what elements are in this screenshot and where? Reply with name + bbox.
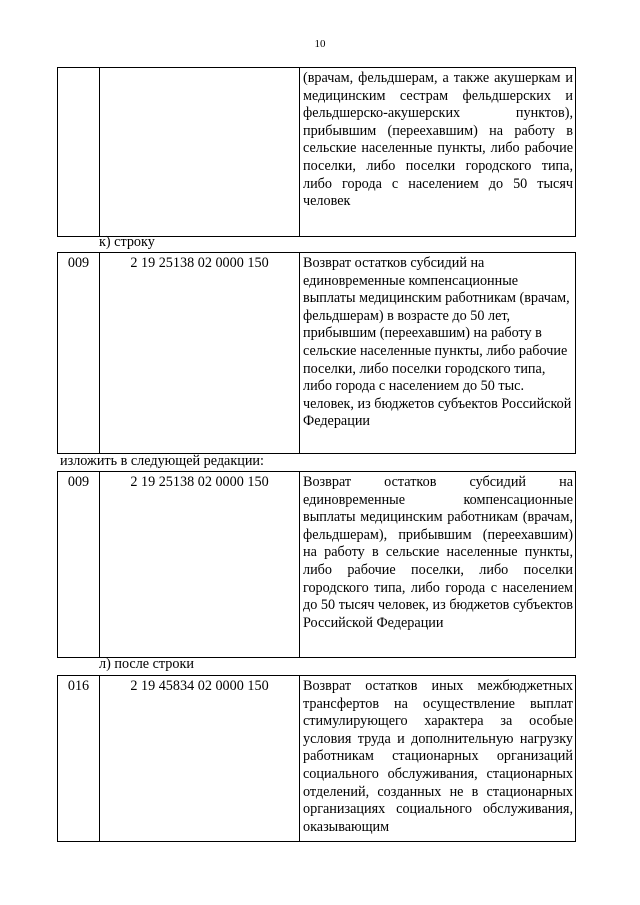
cell-code: 016 <box>58 676 100 842</box>
table-row <box>58 676 576 842</box>
table-fragment-continuation <box>57 67 576 237</box>
amendment-note-l: л) после строки <box>99 656 194 672</box>
amendment-note-k: к) строку <box>99 234 155 250</box>
cell-description: Возврат остатков иных межбюджетных трансфертов на осуществление выплат стимулирующего характера за особые условия труда и дополнительную нагрузку работникам стационарных организаций социального обслуживания, стационарных отделений, созданных не в стационарных организациях социального обслуживания, оказывающим <box>300 676 576 842</box>
cell-code: 009 <box>58 253 100 454</box>
cell-description: Возврат остатков субсидий на единовременные компенсационные выплаты медицинским работникам (врачам, фельдшерам), прибывшим (переехавшим) на работу в сельские населенные пункты, либо рабочие поселки, либо поселки городского типа, либо города с населением до 50 тысяч человек, из бюджетов субъектов Российской Федерации <box>300 472 576 658</box>
table-row-after <box>57 675 576 842</box>
table-row <box>58 472 576 658</box>
page-number: 10 <box>314 38 326 50</box>
amendment-note-new-wording: изложить в следующей редакции: <box>60 453 264 469</box>
table-row <box>58 68 576 237</box>
cell-kbk: 2 19 25138 02 0000 150 <box>100 253 300 454</box>
cell-kbk: 2 19 25138 02 0000 150 <box>100 472 300 658</box>
cell-description: Возврат остатков субсидий на единовременные компенсационные выплаты медицинским работникам (врачам, фельдшерам) в возрасте до 50 лет, прибывшим (переехавшим) на работу в сельские населенные пункты, либо рабочие поселки, либо поселки городского типа, либо города с населением до 50 тыс. человек, из бюджетов субъектов Российской Федерации <box>300 253 576 454</box>
cell-code: 009 <box>58 472 100 658</box>
table-row-new-wording <box>57 471 576 658</box>
table-row <box>58 253 576 454</box>
cell-description: (врачам, фельдшерам, а также акушеркам и медицинским сестрам фельдшерских и фельдшерско-акушерских пунктов), прибывшим (переехавшим) на работу в сельские населенные пункты, либо рабочие поселки, либо поселки городского типа, либо города с населением до 50 тысяч человек <box>300 68 576 237</box>
cell-code <box>58 68 100 237</box>
cell-kbk: 2 19 45834 02 0000 150 <box>100 676 300 842</box>
table-row-to-replace <box>57 252 576 454</box>
cell-kbk <box>100 68 300 237</box>
